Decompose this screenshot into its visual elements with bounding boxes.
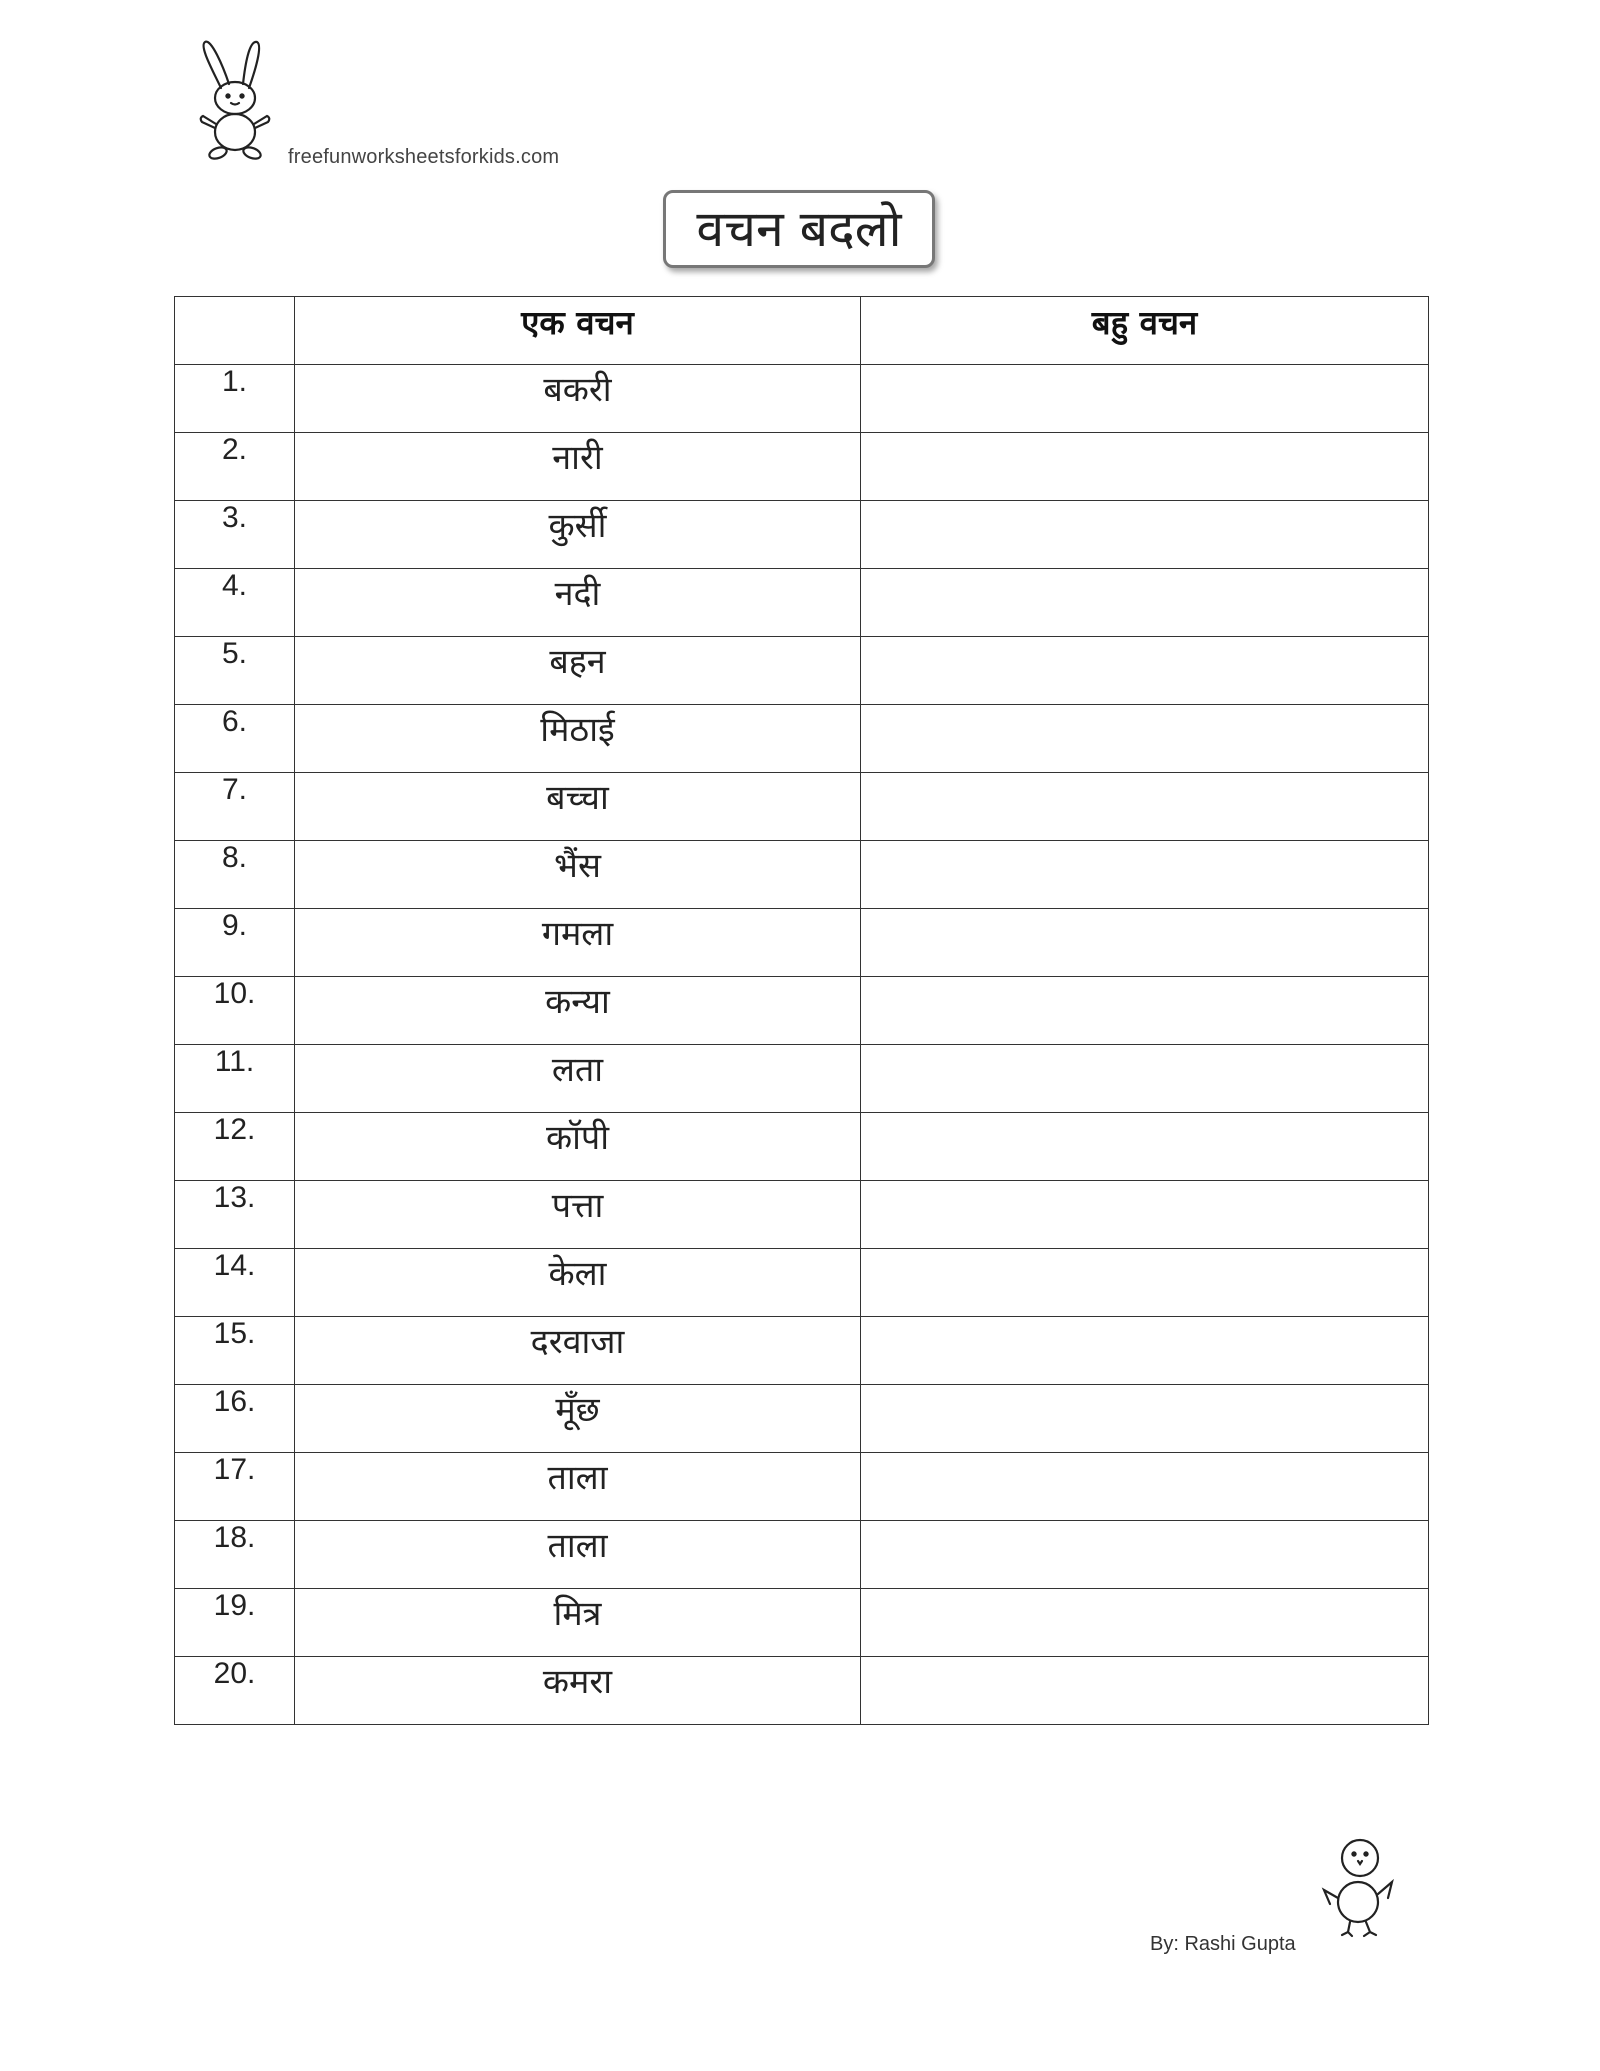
row-number: 17. — [175, 1453, 295, 1521]
bunny-icon — [185, 36, 285, 166]
worksheet-title-box — [663, 190, 935, 268]
plural-answer-cell[interactable] — [861, 569, 1429, 637]
singular-word: मूँछ — [295, 1385, 861, 1453]
plural-answer-cell[interactable] — [861, 501, 1429, 569]
row-number: 7. — [175, 773, 295, 841]
row-number: 5. — [175, 637, 295, 705]
plural-answer-cell[interactable] — [861, 705, 1429, 773]
singular-word: ताला — [295, 1521, 861, 1589]
table-row — [175, 1249, 1429, 1317]
singular-word: बच्चा — [295, 773, 861, 841]
table-row — [175, 1181, 1429, 1249]
table-row — [175, 977, 1429, 1045]
plural-answer-cell[interactable] — [861, 977, 1429, 1045]
singular-word: दरवाजा — [295, 1317, 861, 1385]
table-row — [175, 365, 1429, 433]
row-number: 2. — [175, 433, 295, 501]
row-number: 15. — [175, 1317, 295, 1385]
plural-answer-cell[interactable] — [861, 773, 1429, 841]
table-row — [175, 705, 1429, 773]
table-row — [175, 841, 1429, 909]
singular-word: नदी — [295, 569, 861, 637]
row-number: 10. — [175, 977, 295, 1045]
table-row — [175, 1521, 1429, 1589]
table-row — [175, 773, 1429, 841]
table-row — [175, 1453, 1429, 1521]
singular-word: गमला — [295, 909, 861, 977]
row-number: 6. — [175, 705, 295, 773]
row-number: 3. — [175, 501, 295, 569]
singular-word: बकरी — [295, 365, 861, 433]
singular-word: भैंस — [295, 841, 861, 909]
worksheet-table — [174, 296, 1429, 1725]
plural-answer-cell[interactable] — [861, 1657, 1429, 1725]
row-number: 14. — [175, 1249, 295, 1317]
singular-word: कॉपी — [295, 1113, 861, 1181]
plural-answer-cell[interactable] — [861, 1045, 1429, 1113]
table-header-row — [175, 297, 1429, 365]
row-number: 16. — [175, 1385, 295, 1453]
table-row — [175, 569, 1429, 637]
singular-word: केला — [295, 1249, 861, 1317]
header-number — [175, 297, 295, 365]
singular-word: बहन — [295, 637, 861, 705]
plural-answer-cell[interactable] — [861, 1453, 1429, 1521]
table-row — [175, 909, 1429, 977]
plural-answer-cell[interactable] — [861, 1521, 1429, 1589]
row-number: 13. — [175, 1181, 295, 1249]
plural-answer-cell[interactable] — [861, 841, 1429, 909]
row-number: 18. — [175, 1521, 295, 1589]
table-row — [175, 433, 1429, 501]
row-number: 11. — [175, 1045, 295, 1113]
plural-answer-cell[interactable] — [861, 1589, 1429, 1657]
singular-word: लता — [295, 1045, 861, 1113]
table-row — [175, 1045, 1429, 1113]
header-singular: एक वचन — [295, 297, 861, 365]
row-number: 20. — [175, 1657, 295, 1725]
chick-icon — [1318, 1832, 1398, 1942]
table-row — [175, 1113, 1429, 1181]
singular-word: पत्ता — [295, 1181, 861, 1249]
plural-answer-cell[interactable] — [861, 1113, 1429, 1181]
plural-answer-cell[interactable] — [861, 365, 1429, 433]
singular-word: नारी — [295, 433, 861, 501]
plural-answer-cell[interactable] — [861, 637, 1429, 705]
row-number: 4. — [175, 569, 295, 637]
row-number: 1. — [175, 365, 295, 433]
singular-word: कुर्सी — [295, 501, 861, 569]
row-number: 9. — [175, 909, 295, 977]
singular-word: मिठाई — [295, 705, 861, 773]
site-url: freefunworksheetsforkids.com — [288, 146, 560, 168]
singular-word: कमरा — [295, 1657, 861, 1725]
singular-word: मित्र — [295, 1589, 861, 1657]
plural-answer-cell[interactable] — [861, 1181, 1429, 1249]
row-number: 19. — [175, 1589, 295, 1657]
worksheet-title: वचन बदलो — [696, 200, 902, 258]
table-row — [175, 1317, 1429, 1385]
table-row — [175, 1385, 1429, 1453]
author-credit: By: Rashi Gupta — [1150, 1933, 1296, 1955]
row-number: 12. — [175, 1113, 295, 1181]
table-row — [175, 1657, 1429, 1725]
plural-answer-cell[interactable] — [861, 909, 1429, 977]
header-plural: बहु वचन — [861, 297, 1429, 365]
table-row — [175, 637, 1429, 705]
plural-answer-cell[interactable] — [861, 1317, 1429, 1385]
plural-answer-cell[interactable] — [861, 1385, 1429, 1453]
singular-word: कन्या — [295, 977, 861, 1045]
plural-answer-cell[interactable] — [861, 1249, 1429, 1317]
table-row — [175, 1589, 1429, 1657]
site-logo — [185, 36, 605, 176]
row-number: 8. — [175, 841, 295, 909]
plural-answer-cell[interactable] — [861, 433, 1429, 501]
singular-word: ताला — [295, 1453, 861, 1521]
table-row — [175, 501, 1429, 569]
